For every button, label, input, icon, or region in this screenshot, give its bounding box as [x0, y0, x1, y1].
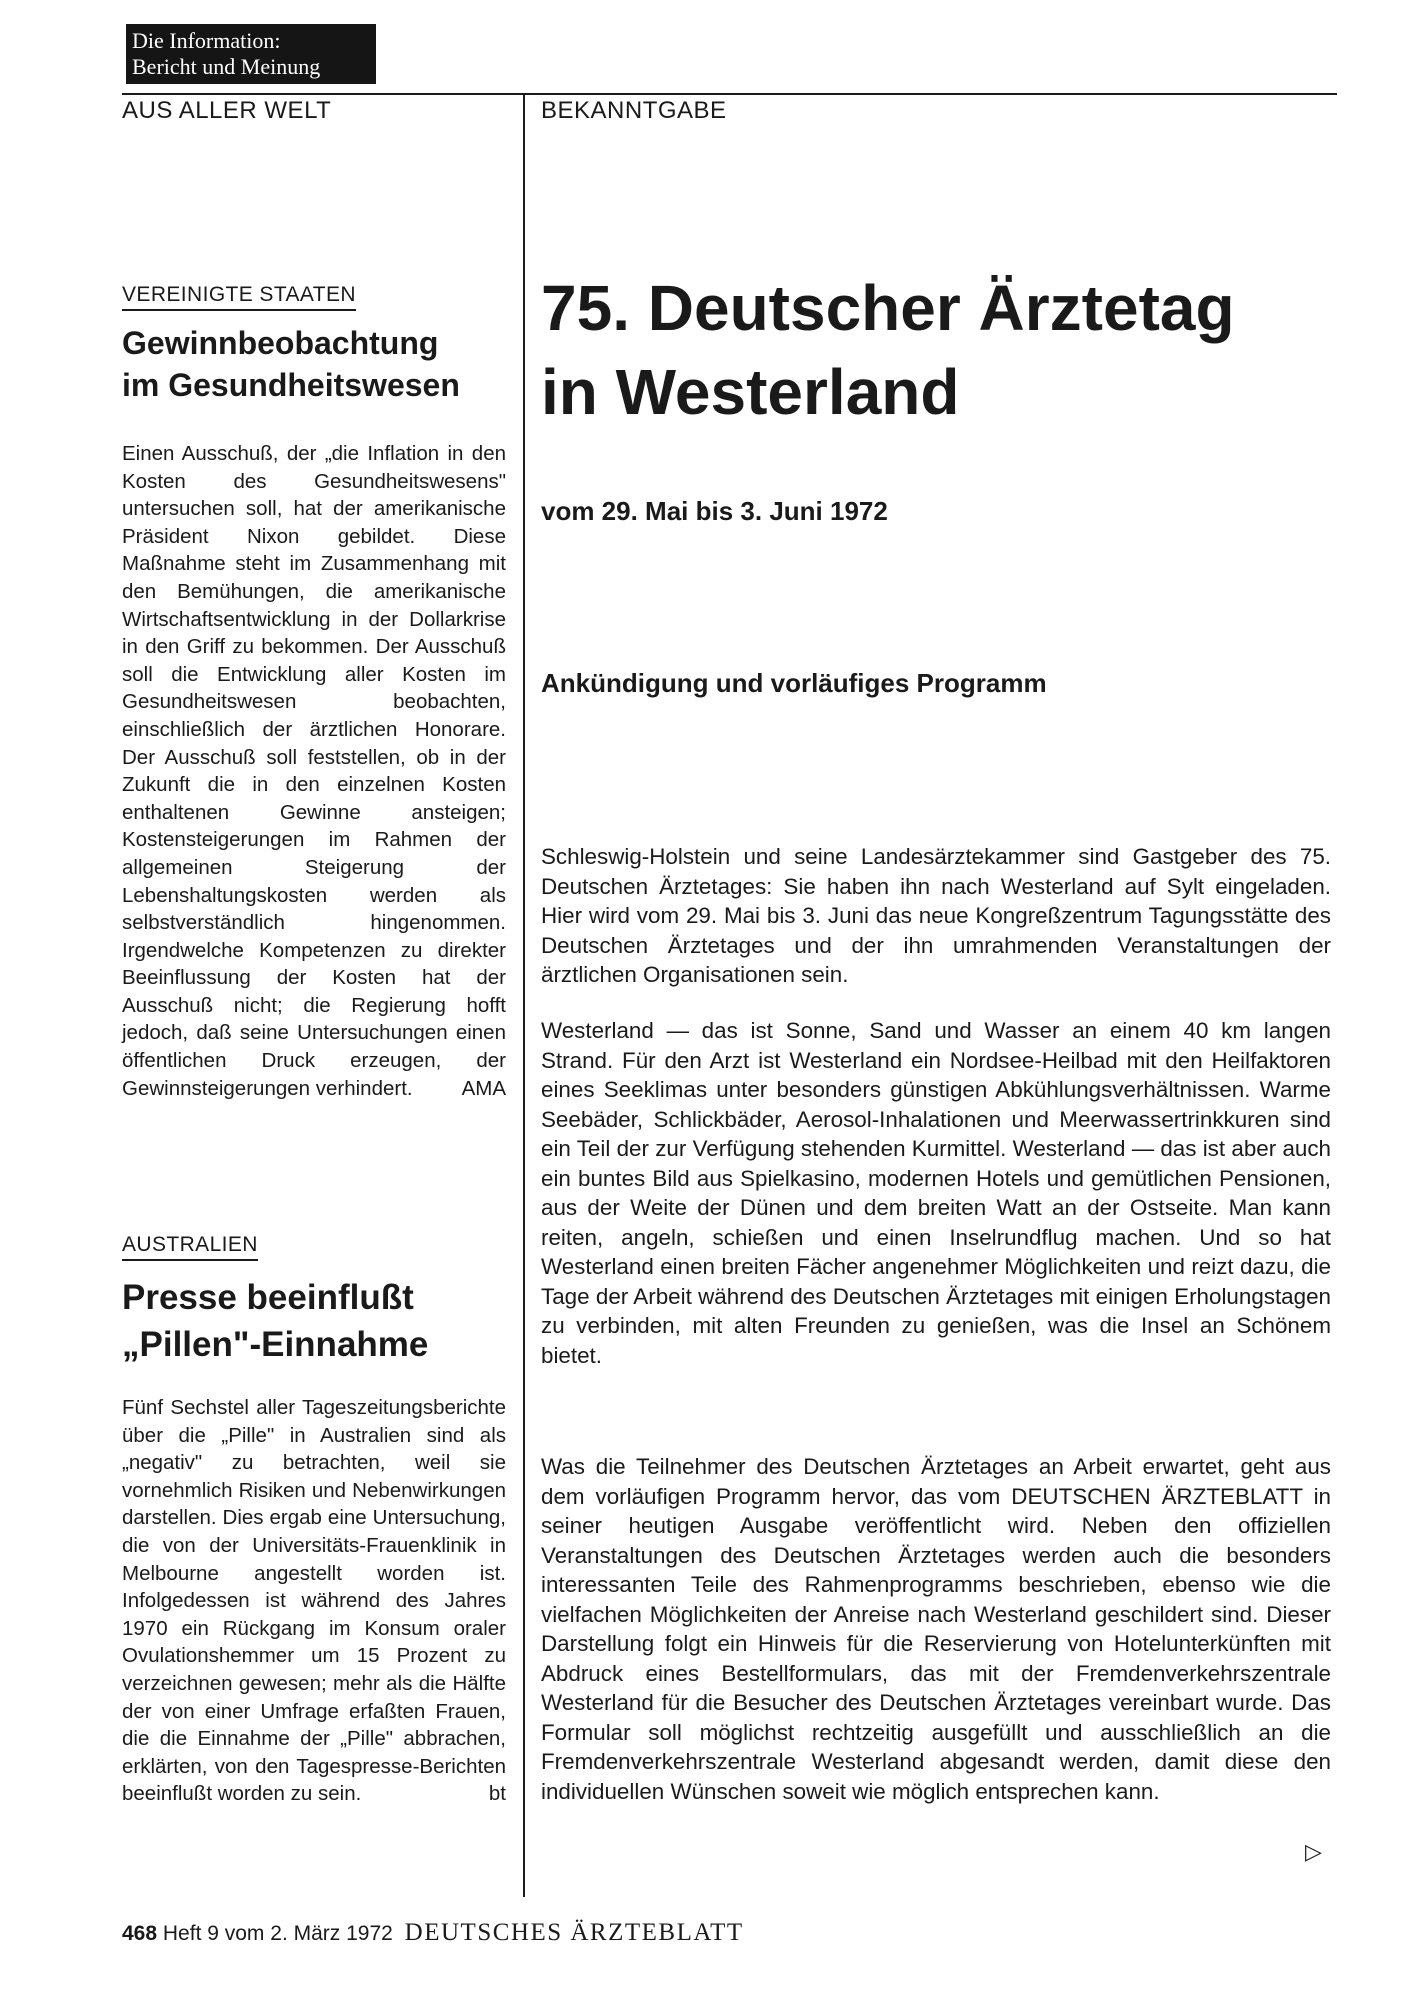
page-number: 468 — [122, 1922, 158, 1945]
main-subtitle: Ankündigung und vorläufiges Programm — [541, 668, 1047, 698]
masthead-line-1: Die Information: — [132, 28, 281, 53]
headline-us-line-1: Gewinnbeobachtung — [122, 325, 439, 361]
masthead-logo — [126, 24, 376, 84]
main-title-line-2: in Westerland — [541, 356, 960, 428]
main-title-line-1: 75. Deutscher Ärztetag — [541, 272, 1235, 344]
main-paragraph-2: Westerland — das ist Sonne, Sand und Wasser an einem 40 km langen Strand. Für den Arzt ist Westerland ein Nordsee-Heilbad mit den Heilfaktoren eines Seeklimas unter besonders günstigen Abkühlungsverhältnissen. Warme Seebäder, Schlickbäder, Aerosol-Inhalationen und Meerwassertrinkkuren sind ein Teil der zur Verfügung stehenden Kurmittel. Westerland — das ist aber auch ein buntes Bild aus Spielkasino, modernen Hotels und gemütlichen Pensionen, aus der Weite der Dünen und dem breiten Watt an der Ostseite. Man kann reiten, angeln, schießen und einen Inselrundflug machen. Und so hat Westerland einen breiten Fächer angenehmer Möglichkeiten und reizt dazu, die Tage der Arbeit während des Deutschen Ärztetages mit einigen Erholungstagen zu verbinden, mit alten Freunden zu genießen, was die Insel an Schönem bietet. — [541, 1018, 1331, 1368]
issue-info: Heft 9 vom 2. März 1972 — [162, 1922, 393, 1945]
page-footer — [122, 1919, 744, 1947]
continuation-arrow-icon: ▷ — [1305, 1839, 1322, 1864]
article-us-body — [122, 440, 506, 1102]
top-rule — [122, 93, 1337, 95]
masthead-line-2: Bericht und Meinung — [132, 54, 321, 79]
main-dates: vom 29. Mai bis 3. Juni 1972 — [541, 496, 888, 526]
headline-us — [122, 322, 522, 406]
kicker-au: AUSTRALIEN — [122, 1232, 258, 1261]
article-us-text: Einen Ausschuß, der „die Inflation in den Kosten des Gesundheitswesens" untersuchen soll, hat der amerikanische Präsident Nixon gebildet. Diese Maßnahme steht im Zusammenhang mit den Bemühungen, die amerikanische Wirtschaftsentwicklung in der Dollarkrise in den Griff zu bekommen. Der Ausschuß soll die Entwicklung aller Kosten im Gesundheitswesen beobachten, einschließlich der ärztlichen Honorare. Der Ausschuß soll feststellen, ob in der Zukunft die in den einzelnen Kosten enthaltenen Gewinne ansteigen; Kostensteigerungen im Rahmen der allgemeinen Steigerung der Lebenshaltungskosten werden als selbstverständlich hingenommen. Irgendwelche Kompetenzen zu direkter Beeinflussung der Kosten hat der Ausschuß nicht; die Regierung hofft jedoch, daß seine Untersuchungen einen öffentlichen Druck erzeugen, der Gewinnsteigerungen verhindert. — [122, 442, 506, 1100]
article-au-signature: bt — [488, 1782, 506, 1806]
headline-au — [122, 1274, 522, 1368]
column-divider — [523, 95, 525, 1897]
headline-au-line-2: „Pillen"-Einnahme — [122, 1325, 429, 1364]
main-title — [541, 266, 1371, 434]
section-rubric-right: BEKANNTGABE — [541, 97, 727, 124]
kicker-us: VEREINIGTE STAATEN — [122, 282, 356, 311]
article-au-text: Fünf Sechstel aller Tageszeitungsberichte über die „Pille" in Australien sind als „negativ" zu betrachten, weil sie vornehmlich Risiken und Nebenwirkungen darstellen. Dies ergab eine Untersuchung, die von der Universitäts-Frauenklinik in Melbourne angestellt worden ist. Infolgedessen ist während des Jahres 1970 ein Rückgang im Konsum oraler Ovulationshemmer um 15 Prozent zu verzeichnen gewesen; mehr als die Hälfte der von einer Umfrage erfaßten Frauen, die die Einnahme der „Pille" abbrachen, erklärten, von den Tagespresse-Berichten beeinflußt worden zu sein. — [122, 1396, 506, 1806]
article-us-signature: AMA — [461, 1076, 506, 1100]
main-paragraph-1: Schleswig-Holstein und seine Landesärztekammer sind Gastgeber des 75. Deutschen Ärztetages: Sie haben ihn nach Westerland auf Sylt eingeladen. Hier wird vom 29. Mai bis 3. Juni das neue Kongreßzentrum Tagungsstätte des Deutschen Ärztetages und der ihn umrahmenden Veranstaltungen der ärztlichen Organisationen sein. — [541, 844, 1331, 987]
article-au-body — [122, 1394, 506, 1808]
magazine-name: DEUTSCHES ÄRZTEBLATT — [404, 1919, 744, 1946]
main-paragraph-3: Was die Teilnehmer des Deutschen Ärztetages an Arbeit erwartet, geht aus dem vorläufigen Programm hervor, das vom DEUTSCHEN ÄRZTEBLATT in seiner heutigen Ausgabe veröffentlicht wird. Neben den offiziellen Veranstaltungen des Deutschen Ärztetages werden auch die besonders interessanten Teile des Rahmenprogramms beschrieben, ebenso wie die vielfachen Möglichkeiten der Anreise nach Westerland geschildert sind. Dieser Darstellung folgt ein Hinweis für die Reservierung von Hotelunterkünften mit Abdruck eines Bestellformulars, das mit der Fremdenverkehrszentrale Westerland für die Besucher des Deutschen Ärztetages vereinbart wurde. Das Formular soll möglichst rechtzeitig ausgefüllt und ausschließlich an die Fremdenverkehrszentrale Westerland abgesandt werden, damit diese den individuellen Wünschen soweit wie möglich entsprechen kann. — [541, 1454, 1331, 1804]
section-rubric-left: AUS ALLER WELT — [122, 97, 332, 124]
headline-au-line-1: Presse beeinflußt — [122, 1278, 414, 1317]
headline-us-line-2: im Gesundheitswesen — [122, 367, 460, 403]
